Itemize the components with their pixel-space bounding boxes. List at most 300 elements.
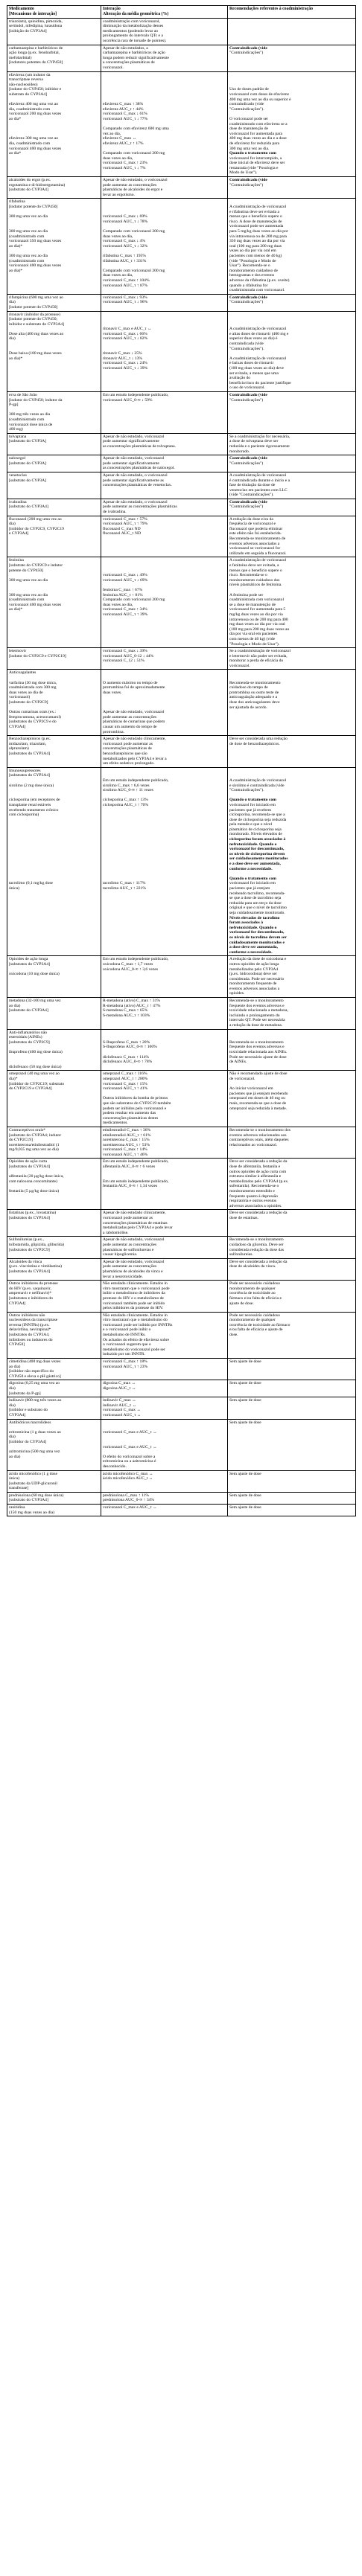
- interaction-cell: [101, 1281, 228, 1313]
- cell-line: [103, 871, 226, 877]
- cell-line: A coadministração de voriconazol: [229, 558, 287, 563]
- cell-line: hemogramas e dos eventos: [229, 273, 275, 278]
- interaction-cell: [101, 767, 228, 956]
- cell-line: [103, 83, 226, 88]
- cell-line: voriconazol for aumentada para: [229, 131, 282, 136]
- cell-line: [indutor do CYP450; inibidor e: [9, 87, 62, 92]
- cell-line: [substratos do CYP3A4,: [9, 1333, 50, 1338]
- table-row: [7, 177, 356, 199]
- cell-line: ciclosporina (em receptores de: [9, 798, 60, 803]
- cell-line: voriconazol dose única de: [9, 422, 53, 427]
- cell-line: [substrato do CYP3A4; indutor: [9, 1132, 62, 1138]
- cell-line: esteroidais (AINEs): [9, 1035, 42, 1040]
- cell-line: prednisolona AUC_0-∞ ↑ 34%: [103, 1498, 155, 1503]
- cell-line: "Contraindicações"): [229, 51, 264, 56]
- cell-line: sulfonilureias.: [229, 1252, 253, 1257]
- cell-line: voriconazol C_max e AUC_τ ↔: [103, 1429, 157, 1435]
- cell-line: voriconazol C_max ↓ 4%: [103, 239, 146, 244]
- cell-line: R-metadona (ativo) AUC_τ ↑ 47%: [103, 1003, 161, 1008]
- cell-line: voriconazol AUC_τ ↑ 87%: [103, 283, 148, 288]
- cell-line: [229, 322, 354, 327]
- cell-line: [substratos do CYP2C9]: [9, 1039, 50, 1045]
- cell-line: voriconazol.: [103, 65, 124, 70]
- recommendation-cell: [228, 1281, 356, 1313]
- table-row: [7, 1419, 356, 1470]
- cell-line: rifabutina AUC_τ ↑ 331%: [103, 258, 147, 263]
- drug-cell: [7, 18, 101, 45]
- cell-line: rifampicina (600 mg uma vez ao: [9, 295, 63, 300]
- drug-cell: [7, 1359, 101, 1380]
- cell-line: Contraindicado (vide: [229, 393, 267, 397]
- interaction-cell: [101, 45, 228, 71]
- cell-line: a rabdomiólise.: [103, 1230, 129, 1235]
- cell-line: (p.ex. vincristina e vimblastina): [9, 1264, 62, 1269]
- cell-line: Quando o tratamento com: [229, 876, 276, 881]
- cell-line: [9, 126, 99, 132]
- cell-line: Outros inibidores da bomba de prótons: [103, 1096, 168, 1101]
- cell-line: voriconazol C_max ↓ 49%: [103, 573, 147, 578]
- cell-line: levar a neurotoxicidade.: [103, 1274, 143, 1279]
- cell-line: de dose de benzodiazepínicos.: [229, 741, 280, 746]
- cell-line: 350 mg duas vezes ao dia por via: [229, 239, 285, 244]
- cell-line: sirolimo C_max ↑ 6,6 vezes: [103, 783, 150, 788]
- header-drug: Medicamento [Mecanismo de interação]: [7, 6, 101, 19]
- cell-line: nefrotoxicidade. Quando o: [229, 925, 277, 930]
- cell-line: (coadministrado com: [9, 258, 45, 263]
- interaction-cell: [101, 392, 228, 434]
- cell-line: (coadministrado com: [9, 597, 45, 603]
- cell-line: dia): [9, 1386, 16, 1391]
- cell-line: [229, 769, 354, 774]
- interaction-cell: [101, 1127, 228, 1159]
- cell-line: (100 mg para 200 mg duas vezes ao: [229, 627, 290, 632]
- cell-line: varfarina (30 mg dose única,: [9, 680, 57, 685]
- cell-line: O voriconazol pode ser: [229, 116, 269, 121]
- cell-line: 300 mg uma vez ao dia: [9, 253, 48, 258]
- cell-line: Dose baixa (100 mg duas vezes: [9, 351, 62, 356]
- cell-line: (p.ex. hidrocodona) deve ser: [229, 972, 277, 977]
- cell-line: eventos adversos associados a: [229, 986, 280, 991]
- cell-line: "Posologia e Modo de Usar").: [229, 641, 280, 647]
- cell-line: Níveis elevados de tacrolimo: [229, 915, 280, 920]
- cell-line: pode aumentar as concentrações: [103, 1264, 157, 1269]
- cell-line: Comparado com voriconazol 200 mg: [103, 268, 165, 273]
- cell-line: [inibidor e substrato do: [9, 1408, 48, 1413]
- cell-line: oxicodona AUC_0-∞ ↑ 3,6 vezes: [103, 967, 159, 972]
- cell-line: Imunossupressores: [9, 768, 41, 773]
- cell-line: indinavir C_max ↔: [103, 1398, 136, 1403]
- cell-line: [substratos do CYP3A4]: [9, 1164, 51, 1170]
- cell-line: Dose alta (400 mg duas vezes ao: [9, 331, 64, 336]
- cell-line: ocorrência rara de torsade de pointes).: [103, 39, 167, 44]
- cell-line: Contraceptivos orais*: [9, 1127, 45, 1132]
- cell-line: metabolismo de INNTRs.: [103, 1333, 146, 1338]
- cell-line: carbamazepina e barbitúricos de: [9, 45, 63, 51]
- cell-line: "Contraindicações").: [229, 106, 264, 112]
- cell-line: única): [9, 886, 19, 891]
- cell-line: de efavirenz for reduzida para: [229, 141, 280, 146]
- cell-line: níveis plasmáticos de fenitoína.: [229, 583, 282, 588]
- cell-line: se que a dose de tacrolimo seja: [229, 896, 282, 901]
- cell-line: [103, 224, 226, 229]
- cell-line: Sem ajuste de dose: [229, 1471, 261, 1476]
- cell-line: fármaco e/ou falta de eficácia e: [229, 1295, 282, 1301]
- table-row: [7, 557, 356, 648]
- drug-cell: [7, 499, 101, 516]
- cell-line: Quando o tratamento com: [229, 151, 276, 156]
- header-recommendation: Recomendações referentes à coadministração: [228, 6, 356, 19]
- interaction-cell: [101, 1071, 228, 1127]
- cell-line: Comparado com voriconazol 200 mg: [103, 229, 165, 234]
- interaction-cell: [101, 1505, 228, 1516]
- interaction-cell: [101, 1237, 228, 1258]
- cell-line: [103, 670, 226, 676]
- cell-line: se a dose de manutenção de: [229, 602, 276, 607]
- interaction-cell: [101, 1159, 228, 1210]
- cell-line: fluconazol AUC_τ ND: [103, 531, 142, 536]
- cell-line: original e que o nível de tacrolimo: [229, 906, 288, 911]
- cell-line: prednisolona (60 mg dose única): [9, 1493, 64, 1498]
- cell-line: alfentanila (20 µg/kg dose única,: [9, 1174, 64, 1179]
- cell-line: [229, 199, 354, 205]
- cell-line: mefobarbital): [9, 55, 32, 60]
- cell-line: do HIV (p.ex. saquinavir,: [9, 1286, 51, 1291]
- cell-line: voriconazol 400 mg duas vezes: [9, 263, 62, 269]
- cell-line: voriconazol for iniciado em: [229, 881, 276, 886]
- cell-line: voriconazol AUC_τ ↑ 39%: [103, 612, 148, 617]
- cell-line: Ao iniciar voriconazol em: [229, 1086, 273, 1092]
- recommendation-cell: [228, 670, 356, 736]
- cell-line: risco. A dose de manutenção de: [229, 219, 282, 224]
- cell-line: a concentrações plasmáticas de: [103, 60, 155, 65]
- cell-line: anticoagulação adequado e a: [229, 695, 278, 700]
- cell-line: Deve ser considerada a redução da: [229, 1211, 288, 1216]
- cell-line: diclofenaco C_max ↑ 114%: [103, 1054, 150, 1060]
- cell-line: ciclosporina C_max ↑ 13%: [103, 798, 148, 803]
- cell-line: monitoramento cuidadoso dos: [229, 577, 280, 583]
- cell-line: duas vezes ao dia,: [103, 234, 133, 239]
- table-row: [7, 1210, 356, 1237]
- cell-line: ser evitada, a menos que uma: [229, 371, 279, 376]
- table-row: [7, 1237, 356, 1258]
- cell-line: [103, 210, 226, 215]
- cell-line: efavirenz AUC_τ ↑ 44%: [103, 106, 144, 112]
- cell-line: concentrações plasmáticas destes: [103, 1115, 159, 1121]
- cell-line: reduzida para um terço da dose: [229, 900, 282, 906]
- cell-line: vitro mostraram que o voriconazol pode: [103, 1286, 170, 1291]
- cell-line: [9, 827, 99, 833]
- cell-line: ciclosporina, recomenda-se que a: [229, 813, 285, 818]
- cell-line: voriconazol também pode ser inibido: [103, 1301, 165, 1306]
- cell-line: (vide "Posologia e Modo de: [229, 258, 276, 263]
- cell-line: naloxegol: [9, 456, 26, 461]
- recommendation-cell: [228, 1029, 356, 1071]
- cell-line: ciclosporina foram associados à: [229, 837, 286, 842]
- cell-line: ao dia): [9, 1364, 21, 1369]
- cell-line: Contraindicado (vide: [229, 295, 267, 300]
- cell-line: utilizado em seguida a fluconazol.: [229, 551, 287, 556]
- recommendation-cell: [228, 1159, 356, 1210]
- cell-line: mg duas vezes ao dia por via oral: [229, 622, 285, 627]
- drug-cell: [7, 1210, 101, 1237]
- cell-line: [substrato do CYP3A]: [9, 439, 47, 444]
- cell-line: [229, 773, 354, 778]
- cell-line: Pode ser necessário cuidadoso: [229, 1313, 280, 1318]
- cell-line: A coadministração de voriconazol: [229, 327, 287, 332]
- cell-line: voriconazol pode ser aumentada: [229, 224, 284, 229]
- recommendation-cell: [228, 1127, 356, 1159]
- drug-cell: [7, 472, 101, 499]
- table-row: [7, 956, 356, 998]
- cell-line: e rifabutina deve ser evitada a: [229, 209, 279, 214]
- cell-line: [substratos do CYP3A4]: [9, 773, 51, 778]
- table-body: [7, 18, 356, 1516]
- cell-line: [103, 147, 226, 152]
- cell-line: Deve ser considerada a redução da: [229, 1259, 288, 1264]
- cell-line: prednisolona C_max ↑ 11%: [103, 1493, 150, 1498]
- cell-line: monitorado. Níveis elevados de: [229, 832, 282, 837]
- cell-line: A coadministração de voriconazol: [229, 472, 287, 478]
- cell-line: [substrato da P-gp]: [9, 1391, 41, 1396]
- cell-line: protrombina ou outro teste de: [229, 690, 279, 695]
- cell-line: (coadministrado com: [9, 234, 45, 239]
- table-row: [7, 1470, 356, 1492]
- cell-line: 300 mg uma vez ao dia: [9, 592, 48, 597]
- cell-line: monitoramento de qualquer: [229, 1318, 276, 1323]
- drug-cell: [7, 670, 101, 736]
- cell-line: [103, 87, 226, 92]
- cell-line: [9, 847, 99, 852]
- interaction-cell: [101, 472, 228, 499]
- cell-line: os níveis de ciclosporina devem: [229, 851, 285, 856]
- cell-line: voriconazol AUC_τ ↓ 7%: [103, 165, 146, 170]
- cell-line: eritromicina (1 g duas vezes ao: [9, 1429, 61, 1435]
- cell-line: Sem ajuste de dose: [229, 1493, 261, 1498]
- cell-line: voriconazol AUC_τ ↓ 78%: [103, 219, 148, 224]
- cell-line: via intravenosa ou de 200 mg para: [229, 234, 288, 239]
- recommendation-cell: [228, 998, 356, 1030]
- cell-line: foram associados à: [229, 920, 264, 926]
- cell-line: fluconazol C_max ND: [103, 526, 141, 531]
- cell-line: plasmáticas de cumarinas que podem: [103, 720, 165, 725]
- cell-line: [indutor potente do CYP450;: [9, 317, 58, 322]
- cell-line: [103, 695, 226, 700]
- cell-line: (coadministrado com: [9, 417, 45, 422]
- cell-line: [229, 83, 354, 88]
- cell-line: [229, 73, 354, 78]
- cell-line: tacrolimo AUC_τ ↑ 221%: [103, 886, 147, 891]
- cell-line: "Contraindicações").: [229, 346, 264, 351]
- cell-line: metabolizados pelo CYP3A4 e levar a: [103, 756, 167, 761]
- recommendation-cell: [228, 1470, 356, 1492]
- cell-line: [9, 837, 99, 842]
- cell-line: Apesar de não estudado clinicamente,: [103, 1211, 166, 1216]
- cell-line: metabolizados pelo CYP3A4: [229, 967, 279, 972]
- drug-cell: [7, 1312, 101, 1358]
- header-interaction: Interação Alteração da média geométrica (%): [101, 6, 228, 19]
- table-row: [7, 648, 356, 670]
- recommendation-cell: [228, 294, 356, 311]
- cell-line: ranitidina: [9, 1505, 25, 1510]
- cell-line: dia): [9, 522, 16, 527]
- cell-line: ao dia): [9, 1003, 21, 1008]
- interaction-cell: [101, 294, 228, 311]
- cell-line: [103, 808, 226, 813]
- cell-line: [103, 317, 226, 322]
- cell-line: dose de manutenção de: [229, 126, 269, 132]
- cell-line: [103, 867, 226, 872]
- cell-line: [9, 408, 99, 413]
- cell-line: efavirenz C_max ↔: [103, 136, 137, 141]
- cell-line: Contraindicado (vide: [229, 178, 267, 183]
- cell-line: [indutor potente do CYP450]: [9, 205, 58, 210]
- cell-line: plasmáticas de sulfonilureias e: [103, 1247, 154, 1252]
- cell-line: A redução da dose e/ou da: [229, 516, 273, 522]
- cell-line: levar ao ergotismo.: [103, 192, 135, 197]
- cell-line: CYP3A4]: [9, 725, 26, 729]
- drug-cell: [7, 294, 101, 311]
- cell-line: monitoramento frequente de: [229, 981, 277, 987]
- recommendation-cell: [228, 767, 356, 956]
- cell-line: [9, 871, 99, 877]
- cell-line: [9, 818, 99, 823]
- cell-line: seja cuidadosamente monitorado.: [229, 910, 285, 915]
- recommendation-cell: [228, 455, 356, 472]
- cell-line: longa podem reduzir significativamente: [103, 55, 170, 60]
- cell-line: fenitoína AUC_τ ↑ 81%: [103, 592, 143, 597]
- cell-line: tacrolimo C_max ↑ 117%: [103, 881, 146, 886]
- cell-line: [229, 313, 354, 318]
- cell-line: ácido micofenólico (1 g dose: [9, 1471, 57, 1476]
- cell-line: [103, 1170, 226, 1175]
- cell-line: Recomenda-se o monitoramento dos: [229, 1127, 290, 1132]
- table-row: [7, 1258, 356, 1280]
- drug-cell: [7, 1492, 101, 1504]
- table-row: [7, 1505, 356, 1516]
- cell-line: monitoramento de qualquer: [229, 1286, 276, 1291]
- cell-line: duas vezes ao dia,: [103, 273, 133, 278]
- cell-line: omeprazol C_max ↑ 116%: [103, 1071, 147, 1077]
- interaction-cell: [101, 199, 228, 294]
- cell-line: Em um estudo independente publicado,: [103, 1159, 169, 1164]
- cell-line: [229, 351, 354, 356]
- interaction-cell: [101, 18, 228, 45]
- cell-line: Apesar de não estudado clinicamente,: [103, 737, 166, 742]
- table-row: [7, 392, 356, 434]
- cell-line: Recomenda-se monitoramento: [229, 680, 281, 685]
- cell-line: Se a coadministração for necessária,: [229, 434, 290, 439]
- table-row: [7, 1159, 356, 1210]
- cell-line: [103, 773, 226, 778]
- table-row: [7, 670, 356, 736]
- cell-line: [9, 778, 99, 784]
- cell-line: as concentrações plasmáticas de tolvaptana.: [103, 443, 177, 449]
- cell-line: [inibidor não específico do: [9, 1369, 54, 1374]
- table-row: [7, 767, 356, 956]
- drug-cell: [7, 1071, 101, 1127]
- cell-line: voriconazol C_max e AUC_τ ↔: [103, 1444, 157, 1449]
- cell-line: prolongamento do intervalo QTc e a: [103, 33, 163, 39]
- table-row: [7, 1029, 356, 1071]
- cell-line: amprenavir e nelfinavir)*: [9, 1291, 52, 1296]
- recommendation-cell: [228, 956, 356, 998]
- cell-line: pode aumentar as concentrações: [103, 1242, 157, 1247]
- cell-line: efavirenz 400 mg uma vez ao: [9, 102, 59, 107]
- cell-line: Modo de Usar").: [229, 170, 258, 176]
- table-row: [7, 472, 356, 499]
- cell-line: Apesar de não estudado, voriconazol: [103, 434, 165, 439]
- table-row: [7, 1359, 356, 1380]
- drug-cell: [7, 516, 101, 557]
- cell-line: pode aumentar as concentrações plasmáticas: [103, 504, 177, 510]
- cell-line: nefrotoxicidade. Quando o: [229, 842, 277, 847]
- cell-line: com ciclosporina): [9, 813, 39, 818]
- cell-line: dia, coadministrado com: [9, 141, 51, 146]
- cell-line: conforme a necessidade.: [229, 949, 273, 955]
- cell-line: (vide "Contraindicações").: [229, 493, 274, 498]
- cell-line: voriconazol AUC_τ ↓ 39%: [103, 366, 148, 371]
- cell-line: voriconazol com doses de efavirenz: [229, 92, 290, 97]
- cell-line: cuidadoso do tempo de: [229, 685, 268, 691]
- cell-line: [103, 769, 226, 774]
- cell-line: indinavir (800 mg três vezes ao: [9, 1398, 62, 1403]
- cell-line: sirolimo (2 mg dose única): [9, 783, 54, 788]
- cell-line: frequência de voriconazol e: [229, 522, 276, 527]
- recommendation-cell: [228, 1419, 356, 1470]
- cell-line: superior duas vezes ao dia) é: [229, 336, 278, 342]
- cell-line: ao dia)*: [9, 356, 23, 361]
- cell-line: Deve ser considerada uma redução: [229, 737, 288, 742]
- cell-line: recebendo tacrolimo, recomenda-: [229, 891, 286, 896]
- cell-line: "Contraindicações"): [229, 397, 264, 403]
- cell-line: "Contraindicações"): [229, 461, 264, 466]
- interaction-cell: [101, 71, 228, 176]
- cell-line: Contraindicado (vide: [229, 456, 267, 461]
- cell-line: pacientes com menos de 40 kg): [229, 253, 282, 258]
- cell-line: [103, 73, 226, 78]
- cell-line: dose inicial de efavirenz deve ser: [229, 161, 285, 166]
- cell-line: voriconazol C_max ↓ 24%: [103, 361, 147, 366]
- cell-line: diclofenaco (50 mg dose única): [9, 1064, 62, 1069]
- cell-line: vez ao dia,: [103, 131, 121, 136]
- cell-line: fluconazol (200 mg uma vez ao: [9, 516, 62, 522]
- cell-line: [103, 1440, 226, 1445]
- table-row: [7, 45, 356, 71]
- cell-line: de AINEs.: [229, 1060, 247, 1065]
- cell-line: 400 mg uma vez ao dia ou superior é: [229, 97, 291, 102]
- cell-line: A coadministração de voriconazol: [229, 356, 287, 361]
- recommendation-cell: [228, 71, 356, 176]
- cell-line: Em um estudo independente publicado,: [103, 1179, 169, 1184]
- cell-line: oxicodona (10 mg dose única): [9, 972, 60, 977]
- cell-line: Antibióticos macrolídeos: [9, 1420, 51, 1425]
- cell-line: dose de alcaloides da vinca.: [229, 1264, 276, 1269]
- cell-line: digoxina C_max ↔: [103, 1381, 136, 1386]
- drug-cell: [7, 1237, 101, 1258]
- cell-line: protease do HIV e o metabolismo de: [103, 1295, 164, 1301]
- cell-line: Os achados do efeito de efavirenz sobre: [103, 1337, 170, 1342]
- cell-line: plasmático de ciclosporina seja: [229, 827, 282, 832]
- cell-line: sertindol, nifedipina, lurasidona: [9, 24, 63, 29]
- cell-line: [9, 842, 99, 848]
- cell-line: pode aumentar as concentrações: [103, 714, 157, 720]
- cell-line: tolvaptana: [9, 434, 27, 439]
- interaction-cell: [101, 1029, 228, 1071]
- cell-line: o uso de voriconazol.: [229, 385, 265, 391]
- cell-line: [229, 1035, 354, 1040]
- cell-line: ivabradina: [9, 499, 27, 504]
- cell-line: [9, 832, 99, 837]
